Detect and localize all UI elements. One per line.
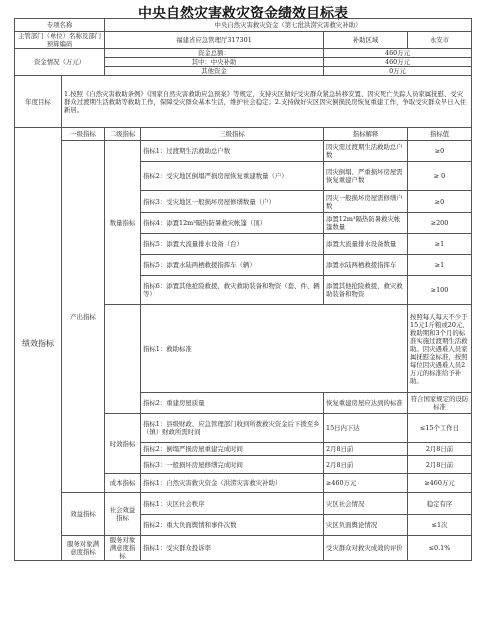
cost-val: ≥460万元 xyxy=(408,474,472,493)
qty-val: ≥0 xyxy=(408,141,472,162)
funds-other-label: 其他资金 xyxy=(105,67,324,76)
qty-exp: 添置水陆两栖救援指挥车 xyxy=(324,255,408,276)
header-level2: 二级指标 xyxy=(105,128,141,141)
qty-name: 指标1：过渡期生活救助总户数 xyxy=(141,141,324,162)
annual-text: 1.按照《自然灾害救助条例》《国家自然灾害救助应急预案》等规定，支持灾区做好受灾群众紧急转移安置、因灾死亡失踪人员家属抚慰、受灾群众过渡期生活救助等救助工作，保障受灾群众基本生活，维护社会稳定；2.支持做好灾区因灾倒损民房恢复重建工作，争取受灾群众早日入住新居。 xyxy=(62,76,472,128)
social-name: 指标2：重大负面舆情和事件次数 xyxy=(141,515,324,536)
qty-exp: 添置大流量排水设备数量 xyxy=(324,234,408,255)
quality-extra-exp: 恢复重建房屋应达到的标准 xyxy=(324,393,408,414)
funds-central-label: 其中：中央补助 xyxy=(105,58,324,67)
cost-label: 成本指标 xyxy=(105,474,141,493)
qty-val: ≥1 xyxy=(408,234,472,255)
table-row xyxy=(15,19,472,32)
project-value: 中央自然灾害救灾资金（第七批洪涝灾害救灾补助） xyxy=(105,19,472,32)
output-label: 产出指标 xyxy=(62,141,105,493)
qty-name: 指标4：添置12m³隔热防暑救灾帐篷（顶） xyxy=(141,213,324,234)
funds-other-value: 0万元 xyxy=(324,67,472,76)
quality-exp: 按照每人每天不少于15元1斤粮或20元、救助期和3个月的标准实施过渡期生活救助。因灾遇难人员家属抚慰金标准，按照每位因灾遇难人员2万元的标准给予补助。 xyxy=(408,305,472,393)
social-val: ≤1次 xyxy=(408,515,472,536)
funds-total-label: 资金总额： xyxy=(105,49,324,58)
service-val: ≤0.1% xyxy=(408,536,472,561)
qty-val: ≥100 xyxy=(408,276,472,305)
qty-name: 指标6：添置其他抢险救援、救灾救助装备和物资（套、件、辆等） xyxy=(141,276,324,305)
qty-val: ≥ 0 xyxy=(408,162,472,191)
side-label xyxy=(15,128,62,561)
qty-name: 指标5：添置大流量排水设备（台） xyxy=(141,234,324,255)
qty-val: ≥1 xyxy=(408,255,472,276)
side-label-text: 绩效指标 xyxy=(22,339,54,348)
time-exp: 15日内下达 xyxy=(324,414,408,443)
qty-exp: 因灾需过渡期生活救助总户数 xyxy=(324,141,408,162)
qty-name: 指标2：受灾地区倒塌严损房屋恢复重建数量（户） xyxy=(141,162,324,191)
time-name: 指标3：一般损坏房屋修缮完成时间 xyxy=(141,456,324,474)
qty-exp: 因灾一般损坏房屋需修缮户数 xyxy=(324,191,408,213)
table-row xyxy=(15,49,472,58)
service-exp: 受灾群众对救灾成效的评价 xyxy=(324,536,408,561)
funds-central-value: 460万元 xyxy=(324,58,472,67)
service-name: 指标1：受灾群众投诉率 xyxy=(141,536,324,561)
table-row xyxy=(15,141,472,162)
header-value: 指标值 xyxy=(408,128,472,141)
funds-label: 资金情况（万元） xyxy=(15,49,105,76)
funds-total-value: 460万元 xyxy=(324,49,472,58)
table-row xyxy=(15,536,472,561)
qty-val: ≥200 xyxy=(408,213,472,234)
project-label: 专项名称 xyxy=(15,19,105,32)
time-label: 时效指标 xyxy=(105,414,141,474)
region-label: 补助区域 xyxy=(324,32,408,49)
time-exp: 2月8日前 xyxy=(324,443,408,456)
social-val: 稳定有序 xyxy=(408,493,472,515)
dept-label: 主管部门（单位）名称及部门预算编码 xyxy=(15,32,105,49)
table-row xyxy=(15,76,472,128)
social-exp: 灾区负面舆论情况 xyxy=(324,515,408,536)
service-label: 服务对象满意度指标 xyxy=(62,536,105,561)
quality-name: 指标1：救助标准 xyxy=(141,305,408,393)
annual-label: 年度目标 xyxy=(15,76,62,128)
table-row xyxy=(15,493,472,515)
header-level1: 一级指标 xyxy=(62,128,105,141)
page-title: 中央自然灾害救灾资金绩效目标表 xyxy=(138,6,348,22)
performance-table xyxy=(14,18,472,561)
time-val: 2月8日前 xyxy=(408,456,472,474)
qty-exp: 添置12m³隔热防暑救灾帐篷数量 xyxy=(324,213,408,234)
quality-label xyxy=(105,305,141,414)
table-row xyxy=(15,32,472,49)
qty-name: 指标3：受灾地区一般损坏房屋修缮数量（户） xyxy=(141,191,324,213)
cost-exp: ≥460万元 xyxy=(324,474,408,493)
time-name: 指标1：县级财政、应急管理部门收到所拨救灾资金后下拨至乡（镇）财政所需时间 xyxy=(141,414,324,443)
social-label: 社会效益指标 xyxy=(105,493,141,536)
time-name: 指标2：倒塌严损房屋重建完成时间 xyxy=(141,443,324,456)
time-val: ≤15个工作日 xyxy=(408,414,472,443)
qty-val: ≥0 xyxy=(408,191,472,213)
qty-exp: 添置其他抢险救援、救灾救助装备和物资 xyxy=(324,276,408,305)
service-sub: 服务对象满意度指标 xyxy=(105,536,141,561)
region-value: 永安市 xyxy=(408,32,472,49)
time-exp: 2月8日前 xyxy=(324,456,408,474)
time-val: 2月8日前 xyxy=(408,443,472,456)
benefit-label: 效益指标 xyxy=(62,493,105,536)
qty-name: 指标5：添置水陆两栖救援指挥车（辆） xyxy=(141,255,324,276)
social-name: 指标1：灾区社会秩序 xyxy=(141,493,324,515)
dept-value: 福建省应急管理厅317301 xyxy=(105,32,324,49)
header-level3: 三级指标 xyxy=(141,128,324,141)
quality-extra-name: 指标2：重建房屋质量 xyxy=(141,393,324,414)
header-explanation: 指标解释 xyxy=(324,128,408,141)
qty-label: 数量指标 xyxy=(105,141,141,305)
cost-name: 指标1：自然灾害救灾资金（洪涝灾害救灾补助） xyxy=(141,474,324,493)
table-row xyxy=(15,128,472,141)
social-exp: 灾区社会情况 xyxy=(324,493,408,515)
quality-extra-val: 符合国家规定的设防标准 xyxy=(408,393,472,414)
qty-exp: 因灾倒塌、严重损坏房屋需恢复重建户数 xyxy=(324,162,408,191)
